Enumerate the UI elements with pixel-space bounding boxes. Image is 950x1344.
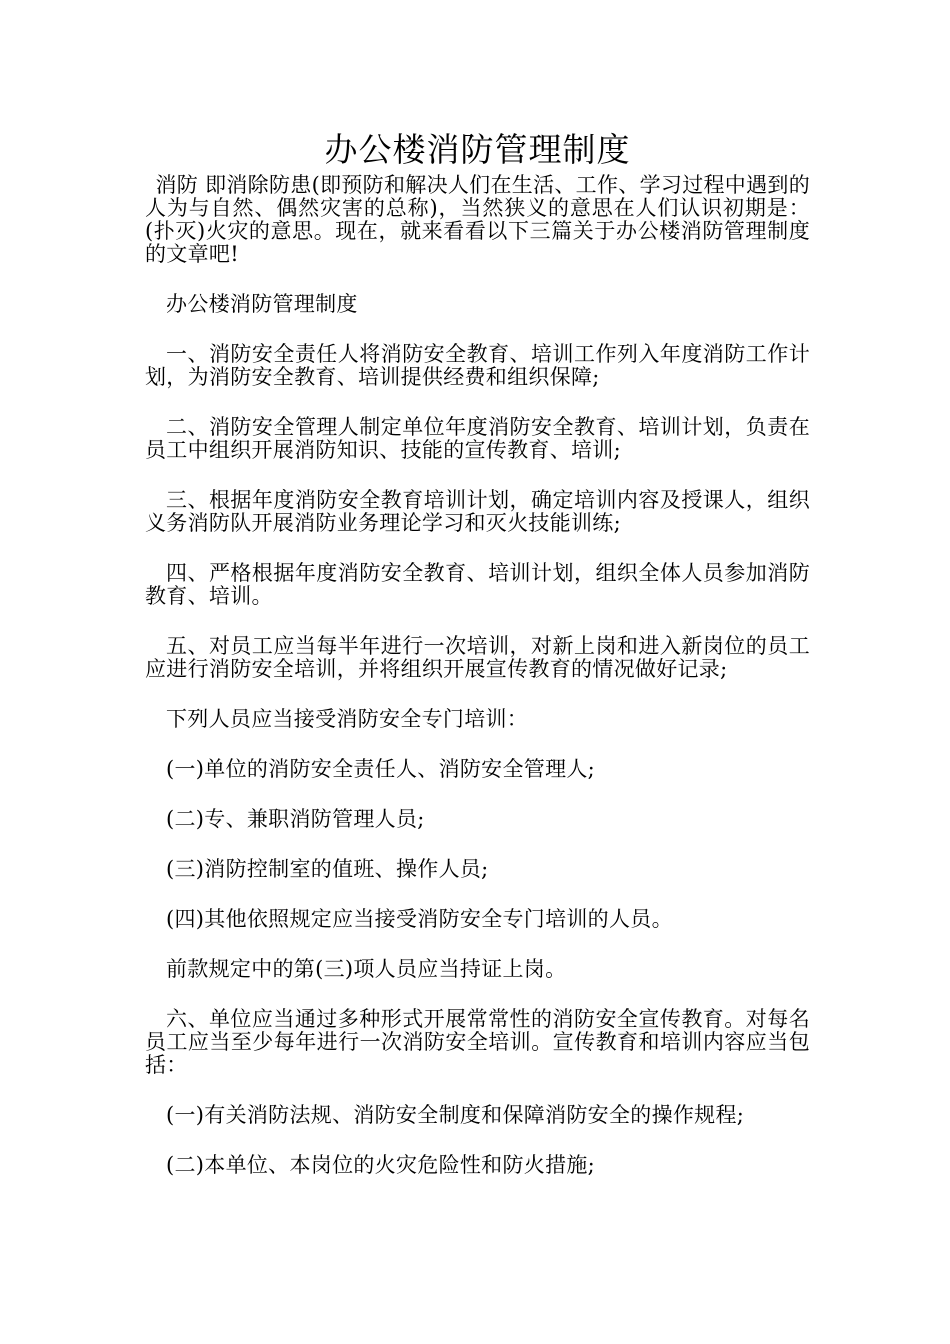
paragraph-9: (三)消防控制室的值班、操作人员; bbox=[166, 857, 489, 881]
paragraph-10: (四)其他依照规定应当接受消防安全专门培训的人员。 bbox=[166, 907, 673, 931]
paragraph-3: 三、根据年度消防安全教育培训计划，确定培训内容及授课人，组织义务消防队开展消防业务理论学习和灭火技能训练; bbox=[145, 488, 810, 535]
paragraph-1: 一、消防安全责任人将消防安全教育、培训工作列入年度消防工作计划，为消防安全教育、培训提供经费和组织保障; bbox=[145, 342, 810, 389]
section-heading: 办公楼消防管理制度 bbox=[166, 292, 358, 316]
paragraph-7: (一)单位的消防安全责任人、消防安全管理人; bbox=[166, 757, 596, 781]
paragraph-13: (一)有关消防法规、消防安全制度和保障消防安全的操作规程; bbox=[166, 1103, 745, 1127]
document-page bbox=[145, 128, 810, 1177]
paragraph-2: 二、消防安全管理人制定单位年度消防安全教育、培训计划，负责在员工中组织开展消防知识、技能的宣传教育、培训; bbox=[145, 415, 810, 462]
paragraph-12: 六、单位应当通过多种形式开展常常性的消防安全宣传教育。对每名员工应当至少每年进行一次消防安全培训。宣传教育和培训内容应当包括： bbox=[145, 1007, 810, 1077]
paragraph-11: 前款规定中的第(三)项人员应当持证上岗。 bbox=[166, 957, 567, 981]
paragraph-8: (二)专、兼职消防管理人员; bbox=[166, 807, 425, 831]
paragraph-5: 五、对员工应当每半年进行一次培训，对新上岗和进入新岗位的员工应进行消防安全培训，并将组织开展宣传教育的情况做好记录; bbox=[145, 634, 810, 681]
document-title: 办公楼消防管理制度 bbox=[324, 130, 631, 169]
paragraph-6: 下列人员应当接受消防安全专门培训： bbox=[166, 707, 529, 731]
paragraph-4: 四、严格根据年度消防安全教育、培训计划，组织全体人员参加消防教育、培训。 bbox=[145, 561, 810, 608]
paragraph-14: (二)本单位、本岗位的火灾危险性和防火措施; bbox=[166, 1153, 596, 1177]
intro-paragraph: 消防 即消除防患(即预防和解决人们在生活、工作、学习过程中遇到的人为与自然、偶然灾害的总称)，当然狭义的意思在人们认识初期是：(扑灭)火灾的意思。现在，就来看看以下三篇关于办公楼消防管理制度的文章吧! bbox=[145, 173, 810, 266]
